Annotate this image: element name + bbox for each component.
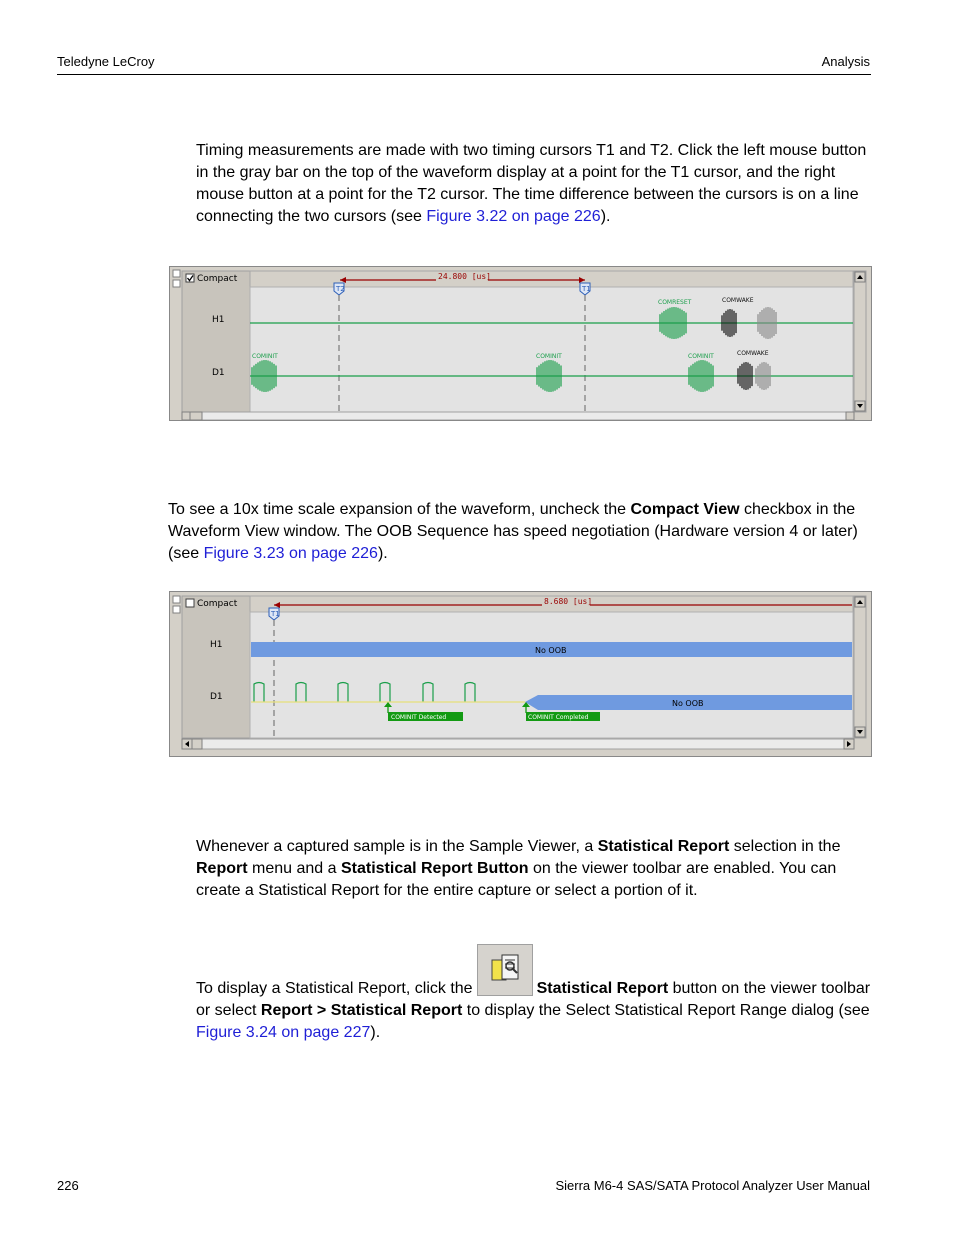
paragraph-display-report: To display a Statistical Report, click the Statistical Report button on the viewer toolbar or select Report > Statistical Report to display the Select Statistical Report Range dialog (see Figure 3.24 on page 227). <box>196 946 872 1044</box>
paragraph-compact-view: To see a 10x time scale expansion of the waveform, uncheck the Compact View checkbox in the Waveform View window. The OOB Sequence has speed negotiation (Hardware version 4 or later) (see Figure 3.23 on page 226). <box>168 501 858 562</box>
burst-cominit-1 <box>252 360 276 392</box>
waveform-figure-compact <box>169 266 872 421</box>
row-label-h1-2: H1 <box>210 640 223 650</box>
paragraph-timing: Timing measurements are made with two timing cursors T1 and T2. Click the left mouse button in the gray bar on the top of the waveform display at a point for the T1 cursor, and the right mouse button at a point for the T2 cursor. The time difference between the cursors is on a line connecting the two cursors (see Figure 3.22 on page 226). <box>196 142 867 225</box>
cursor-t1-label-2[interactable]: T1 <box>271 610 280 618</box>
svg-text:No OOB: No OOB <box>672 699 704 708</box>
compact-label: Compact <box>197 274 238 284</box>
statistical-report-button-icon[interactable] <box>477 944 533 996</box>
header-rule <box>57 74 871 75</box>
header-left: Teledyne LeCroy <box>57 54 155 69</box>
footer-title: Sierra M6-4 SAS/SATA Protocol Analyzer User Manual <box>555 1178 870 1193</box>
svg-text:COMWAKE: COMWAKE <box>722 297 754 304</box>
svg-text:COMINIT: COMINIT <box>688 353 714 360</box>
figure-3-23-link[interactable]: Figure 3.23 on page 226 <box>203 545 378 562</box>
measure-label: 24.800 [us] <box>438 272 491 281</box>
cursor-t2-label[interactable]: T2 <box>336 285 345 293</box>
svg-text:No OOB: No OOB <box>535 646 567 655</box>
figure-3-22-link[interactable]: Figure 3.22 on page 226 <box>426 208 601 225</box>
waveform-figure-expanded <box>169 591 872 757</box>
svg-text:COMINIT Detected: COMINIT Detected <box>391 714 447 721</box>
figure-3-24-link[interactable]: Figure 3.24 on page 227 <box>196 1024 371 1041</box>
row-label-d1: D1 <box>212 368 225 378</box>
row-label-h1: H1 <box>212 315 225 325</box>
page-number: 226 <box>57 1178 79 1193</box>
vertical-scrollbar-2[interactable] <box>854 596 866 738</box>
header-right: Analysis <box>821 54 870 69</box>
compact-label-2: Compact <box>197 599 238 609</box>
cursor-t1-label[interactable]: T1 <box>582 285 591 293</box>
row-label-d1-2: D1 <box>210 692 223 702</box>
svg-text:COMINIT: COMINIT <box>252 353 278 360</box>
measure-label-2: 8.680 [us] <box>544 597 593 606</box>
svg-text:COMWAKE: COMWAKE <box>737 350 769 357</box>
horizontal-scrollbar-2[interactable] <box>182 739 854 749</box>
horizontal-scrollbar[interactable] <box>182 412 854 420</box>
vertical-scrollbar[interactable] <box>854 271 866 412</box>
burst-cominit-3 <box>689 360 713 392</box>
burst-cominit-2 <box>537 360 561 392</box>
paragraph-statistical-report: Whenever a captured sample is in the Sample Viewer, a Statistical Report selection in the Report menu and a Statistical Report Button on the viewer toolbar are enabled. You can create a Statistical Report for the entire capture or select a portion of it. <box>196 838 841 899</box>
compact-checkbox-unchecked[interactable] <box>186 599 194 607</box>
svg-text:COMINIT: COMINIT <box>536 353 562 360</box>
svg-text:COMRESET: COMRESET <box>658 299 692 306</box>
svg-text:COMINIT Completed: COMINIT Completed <box>528 714 589 721</box>
